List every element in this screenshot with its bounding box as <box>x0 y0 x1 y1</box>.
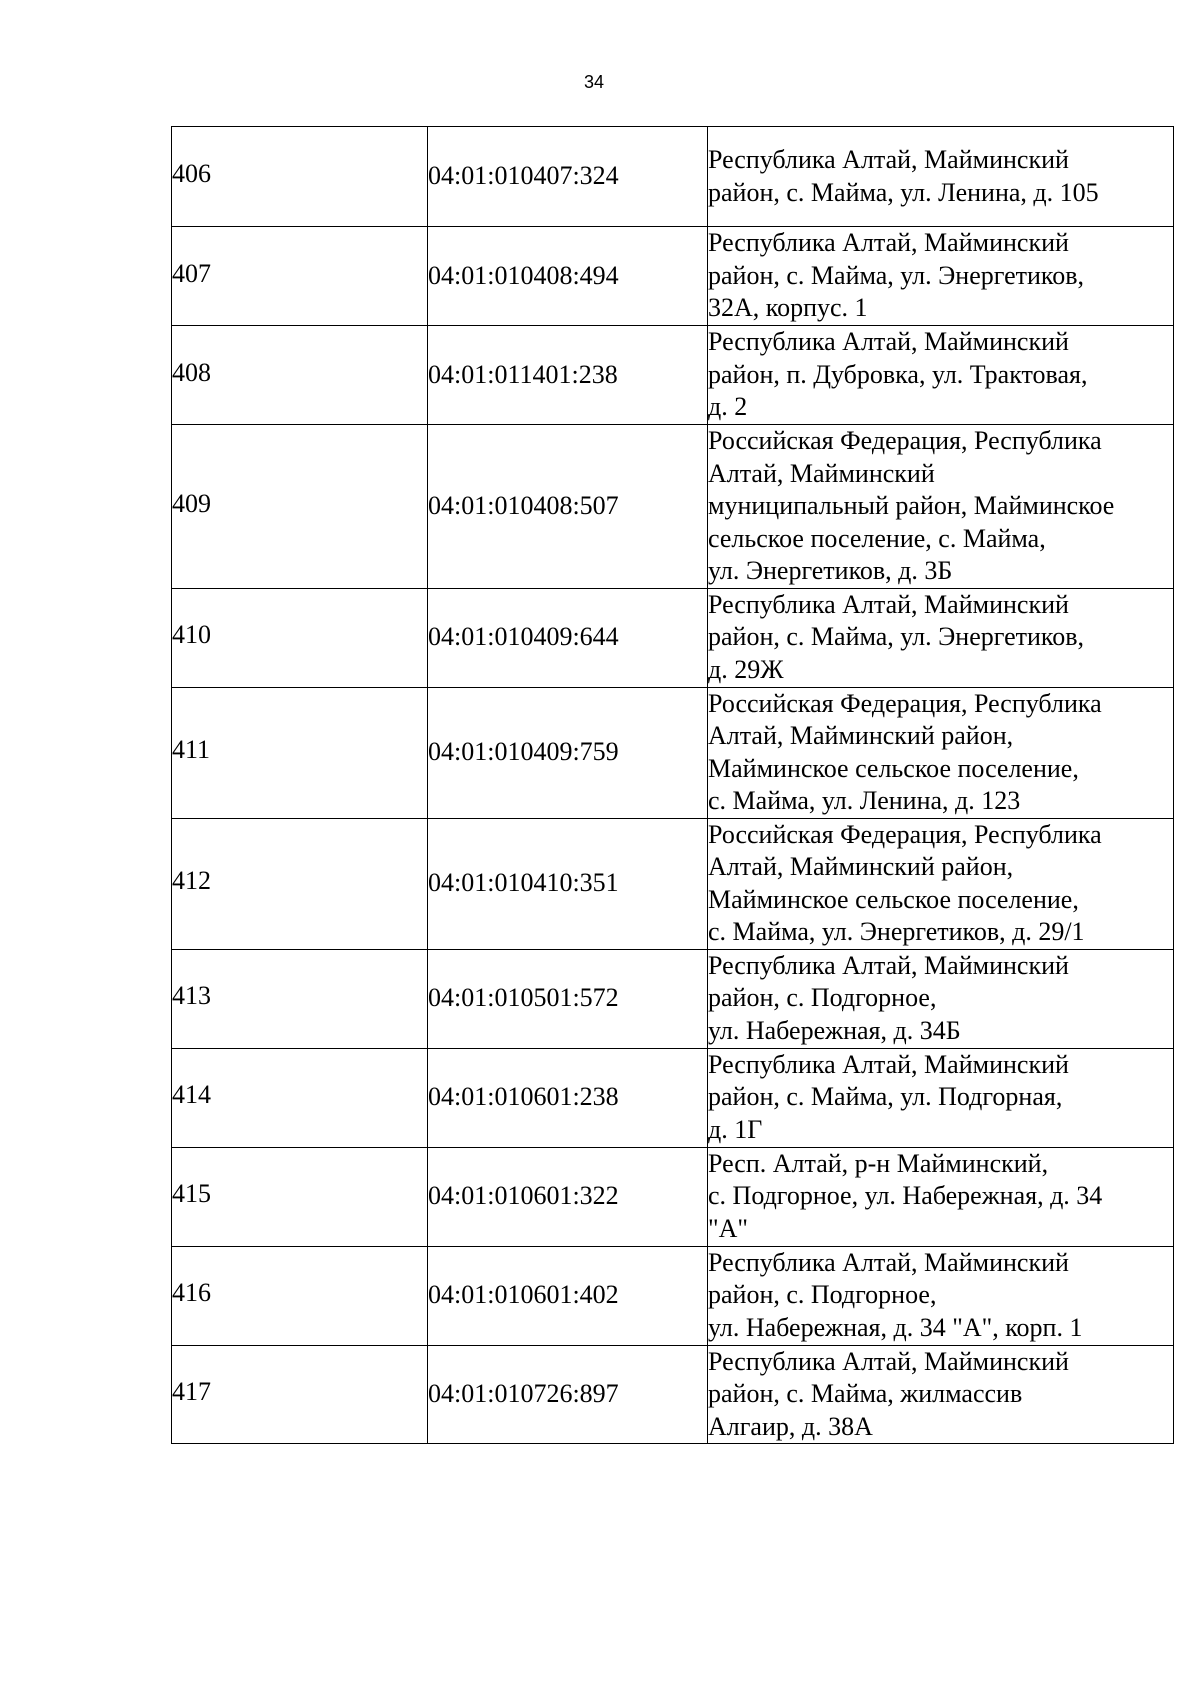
cadastral-number: 04:01:010410:351 <box>428 818 708 949</box>
row-number-cell <box>172 687 428 818</box>
row-number-cell <box>172 1048 428 1147</box>
row-number: 407 <box>172 258 211 288</box>
registry-table-body <box>172 127 1174 1444</box>
table-row <box>172 127 1174 227</box>
cadastral-number: 04:01:010409:644 <box>428 588 708 687</box>
cadastral-number: 04:01:010726:897 <box>428 1345 708 1444</box>
cadastral-number: 04:01:010601:322 <box>428 1147 708 1246</box>
row-number: 408 <box>172 357 211 387</box>
row-number-cell <box>172 425 428 589</box>
row-number: 416 <box>172 1278 211 1308</box>
row-number-cell <box>172 1147 428 1246</box>
table-row <box>172 687 1174 818</box>
row-number: 406 <box>172 159 211 189</box>
row-number-cell <box>172 326 428 425</box>
row-number: 413 <box>172 981 211 1011</box>
registry-table <box>171 126 1174 1444</box>
cadastral-number: 04:01:010407:324 <box>428 127 708 227</box>
table-row <box>172 818 1174 949</box>
table-row <box>172 425 1174 589</box>
row-number: 411 <box>172 735 211 765</box>
row-number-cell <box>172 127 428 227</box>
cadastral-number: 04:01:010409:759 <box>428 687 708 818</box>
address: Российская Федерация, Республика Алтай, Майминский муниципальный район, Майминское сельское поселение, с. Майма, ул. Энергетиков, д. 3Б <box>708 425 1174 589</box>
row-number: 417 <box>172 1377 211 1406</box>
table-row <box>172 1246 1174 1345</box>
row-number: 415 <box>172 1179 211 1209</box>
address: Республика Алтай, Майминский район, с. Подгорное, ул. Набережная, д. 34 "А", корп. 1 <box>708 1246 1174 1345</box>
row-number-cell <box>172 588 428 687</box>
cadastral-number: 04:01:010601:238 <box>428 1048 708 1147</box>
table-row <box>172 326 1174 425</box>
cadastral-number: 04:01:010408:507 <box>428 425 708 589</box>
row-number-cell <box>172 227 428 326</box>
row-number-cell <box>172 818 428 949</box>
address: Республика Алтай, Майминский район, с. Майма, ул. Ленина, д. 105 <box>708 127 1174 227</box>
row-number-cell <box>172 949 428 1048</box>
address: Российская Федерация, Республика Алтай, Майминский район, Майминское сельское поселение, с. Майма, ул. Ленина, д. 123 <box>708 687 1174 818</box>
table-row <box>172 1048 1174 1147</box>
row-number-cell <box>172 1246 428 1345</box>
address: Республика Алтай, Майминский район, с. Майма, ул. Энергетиков, д. 29Ж <box>708 588 1174 687</box>
row-number: 412 <box>172 866 211 896</box>
cadastral-number: 04:01:011401:238 <box>428 326 708 425</box>
table-row <box>172 227 1174 326</box>
table-row <box>172 949 1174 1048</box>
address: Республика Алтай, Майминский район, с. Подгорное, ул. Набережная, д. 34Б <box>708 949 1174 1048</box>
cadastral-number: 04:01:010501:572 <box>428 949 708 1048</box>
table-row <box>172 588 1174 687</box>
address: Республика Алтай, Майминский район, с. Майма, жилмассив Алгаир, д. 38А <box>708 1345 1174 1444</box>
table-row <box>172 1147 1174 1246</box>
address: Респ. Алтай, р-н Майминский, с. Подгорное, ул. Набережная, д. 34 "А" <box>708 1147 1174 1246</box>
cadastral-number: 04:01:010601:402 <box>428 1246 708 1345</box>
row-number: 409 <box>172 489 211 518</box>
address: Российская Федерация, Республика Алтай, Майминский район, Майминское сельское поселение, с. Майма, ул. Энергетиков, д. 29/1 <box>708 818 1174 949</box>
cadastral-number: 04:01:010408:494 <box>428 227 708 326</box>
address: Республика Алтай, Майминский район, п. Дубровка, ул. Трактовая, д. 2 <box>708 326 1174 425</box>
address: Республика Алтай, Майминский район, с. Майма, ул. Подгорная, д. 1Г <box>708 1048 1174 1147</box>
address: Республика Алтай, Майминский район, с. Майма, ул. Энергетиков, 32А, корпус. 1 <box>708 227 1174 326</box>
table-row <box>172 1345 1174 1444</box>
row-number-cell <box>172 1345 428 1444</box>
row-number: 414 <box>172 1080 211 1110</box>
page-number: 34 <box>583 72 605 92</box>
row-number: 410 <box>172 620 211 650</box>
